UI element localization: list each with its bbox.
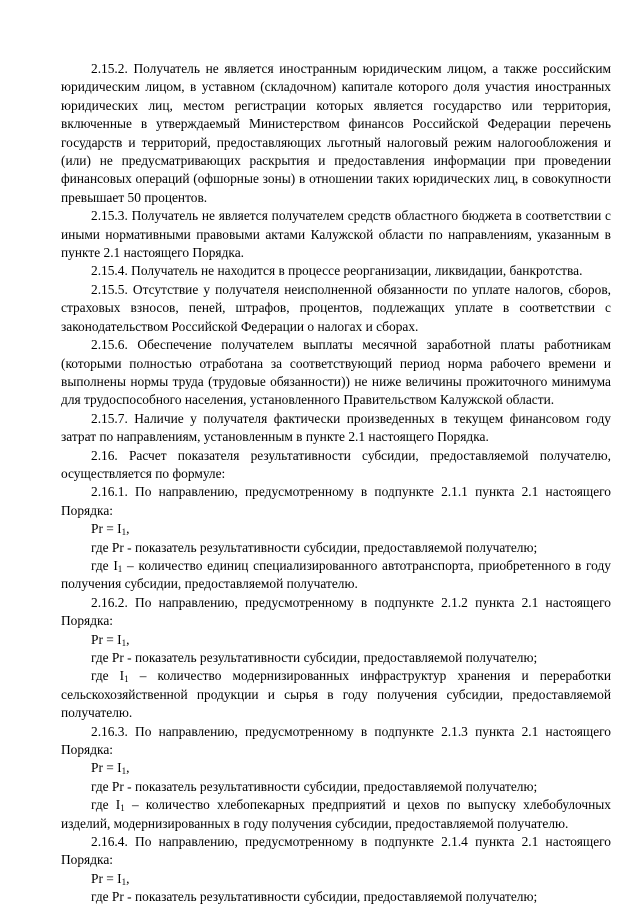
formula-end: , [126, 760, 130, 776]
definition-i-text: – количество единиц специализированного автотранспорта, приобретенного в году получения субсидии, предоставляемой получателю. [61, 557, 612, 592]
paragraph-2-15-2: 2.15.2. Получатель не является иностранным юридическим лицом, а также российским юридическим лицом, в уставном (складочном) капитале которого доля участия иностранных юридических лиц, местом регистрации которых является государство или территория, включенные в утверждаемый Министерством финансов Российской Федерации перечень государств и территорий, предоставляющих льготный налоговый режим налогообложения и (или) не предусматривающих раскрытия и предоставления информации при проведении финансовых операций (офшорные зоны) в отношении таких юридических лиц, в совокупности превышает 50 процентов. [61, 61, 611, 205]
paragraph-2-15-3: 2.15.3. Получатель не является получателем средств областного бюджета в соответствии с иными нормативными правовыми актами Калужской области по направлениям, указанным в пункте 2.1 настоящего Порядка. [61, 208, 611, 261]
definition-pr-1: где Pr - показатель результативности субсидии, предоставляемой получателю; [91, 539, 538, 555]
paragraph-2-16-1: 2.16.1. По направлению, предусмотренному в подпункте 2.1.1 пункта 2.1 настоящего Порядка: [61, 484, 611, 518]
definition-pr-4: где Pr - показатель результативности субсидии, предоставляемой получателю; [91, 889, 538, 905]
definition-i-prefix: где I [91, 557, 118, 573]
definition-pr-3: где Pr - показатель результативности субсидии, предоставляемой получателю; [91, 778, 538, 794]
formula-lhs: Pr = I [91, 760, 122, 776]
formula-end: , [126, 631, 130, 647]
paragraph-2-15-6: 2.15.6. Обеспечение получателем выплаты месячной заработной платы работникам (которыми полностью отработана за соответствующий период норма рабочего времени и выполнены нормы труда (трудовые обязанности)) не ниже величины прожиточного минимума для трудоспособного населения, установленного Правительством Калужской области. [61, 337, 611, 408]
formula-end: , [126, 870, 130, 886]
definition-pr-2: где Pr - показатель результативности субсидии, предоставляемой получателю; [91, 650, 538, 665]
formula-3 [61, 759, 611, 777]
formula-1 [61, 520, 611, 538]
paragraph-2-15-7: 2.15.7. Наличие у получателя фактически произведенных в текущем финансовом году затрат по направлениям, установленным в пункте 2.1 настоящего Порядка. [61, 410, 611, 445]
formula-lhs: Pr = I [91, 870, 122, 886]
formula-subscript: 1 [121, 766, 127, 777]
paragraph-2-16-2: 2.16.2. По направлению, предусмотренному в подпункте 2.1.2 пункта 2.1 настоящего Порядка: [61, 594, 611, 629]
formula-end: , [126, 521, 130, 537]
paragraph-2-15-4: 2.15.4. Получатель не находится в процессе реорганизации, ликвидации, банкротства. [91, 263, 583, 279]
definition-i-prefix: где I [91, 668, 125, 684]
paragraph-2-16-4: 2.16.4. По направлению, предусмотренному в подпункте 2.1.4 пункта 2.1 настоящего Порядка: [61, 834, 611, 868]
formula-subscript: 1 [121, 637, 127, 648]
formula-4 [61, 870, 611, 888]
formula-subscript: 1 [121, 876, 127, 887]
definition-i-text: – количество модернизированных инфраструктур хранения и переработки сельскохозяйственной продукции и сырья в году получения субсидии, предоставляемой получателю. [61, 668, 612, 721]
document-body [61, 60, 611, 907]
formula-2 [61, 631, 611, 649]
formula-lhs: Pr = I [91, 631, 122, 647]
paragraph-2-16-3: 2.16.3. По направлению, предусмотренному в подпункте 2.1.3 пункта 2.1 настоящего Порядка: [61, 723, 611, 758]
definition-i-text: – количество хлебопекарных предприятий и цехов по выпуску хлебобулочных изделий, модернизированных в году получения субсидии, предоставляемой получателю. [61, 797, 612, 831]
formula-subscript: 1 [121, 527, 127, 538]
formula-lhs: Pr = I [91, 521, 122, 537]
definition-i-3 [61, 796, 611, 833]
definition-i-subscript: 1 [124, 674, 129, 685]
definition-i-subscript: 1 [120, 803, 125, 814]
definition-i-1 [61, 557, 611, 594]
paragraph-2-15-5: 2.15.5. Отсутствие у получателя неисполненной обязанности по уплате налогов, сборов, страховых взносов, пеней, штрафов, процентов, подлежащих уплате в соответствии с законодательством Российской Федерации о налогах и сборах. [61, 281, 611, 334]
definition-i-prefix: где I [91, 797, 121, 813]
paragraph-2-16: 2.16. Расчет показателя результативности субсидии, предоставляемой получателю, осуществляется по формуле: [61, 447, 611, 481]
definition-i-2 [61, 667, 611, 722]
definition-i-subscript: 1 [117, 563, 123, 574]
